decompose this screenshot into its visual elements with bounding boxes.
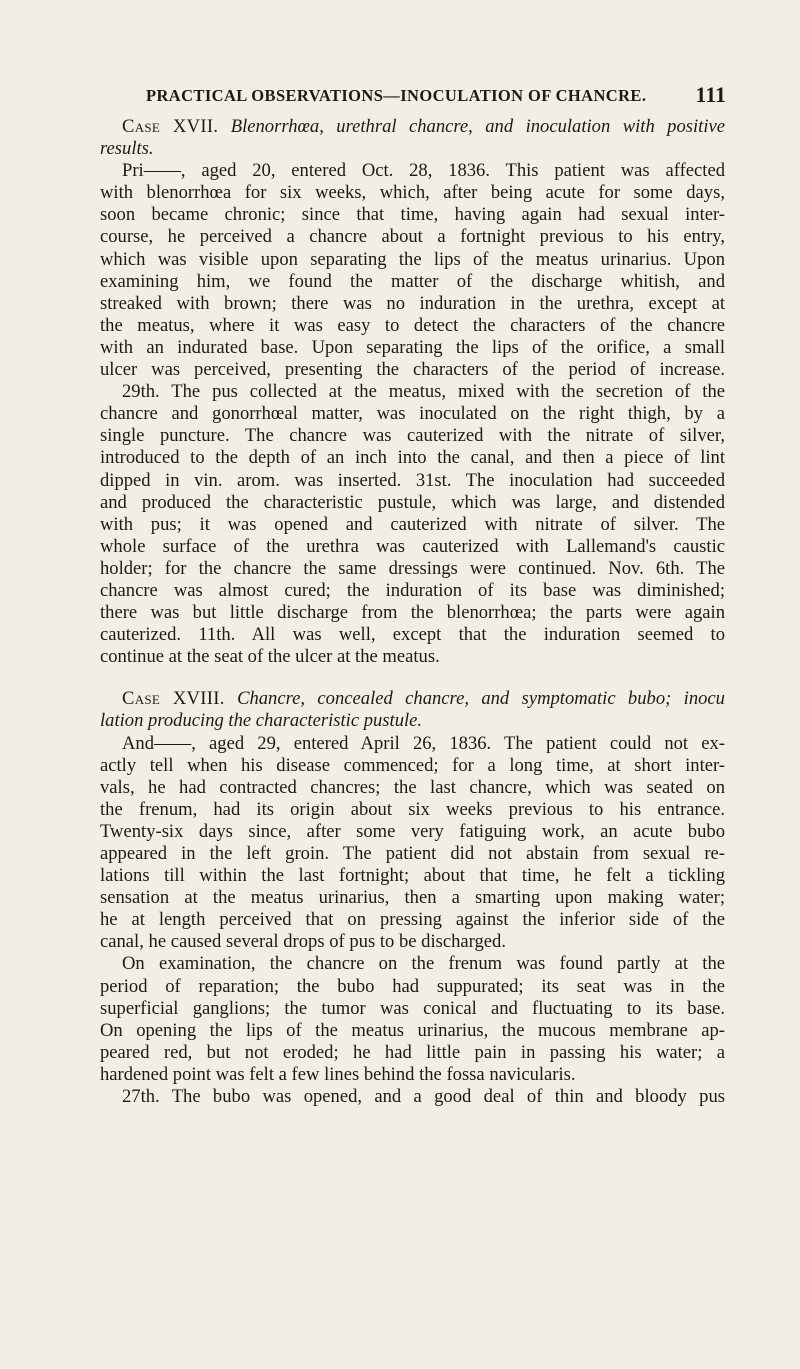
case-17-line: which was visible upon separating the lips of the meatus urinarius. Upon	[100, 248, 725, 270]
case-17-line: and produced the characteristic pustule, which was large, and distended	[100, 491, 725, 513]
running-header	[146, 82, 726, 107]
case-18-line: superficial ganglions; the tumor was conical and fluctuating to its base.	[100, 997, 725, 1019]
case-18-line: actly tell when his disease commenced; for a long time, at short inter-	[100, 754, 725, 776]
case-18-line: peared red, but not eroded; he had little pain in passing his water; a	[100, 1041, 725, 1063]
case-18-label: Case XVIII.	[122, 688, 225, 710]
case-18-line: the frenum, had its origin about six weeks previous to his entrance.	[100, 798, 725, 820]
case-17-line: there was but little discharge from the blenorrhœa; the parts were again	[100, 602, 725, 624]
case-17-line: the meatus, where it was easy to detect the characters of the chancre	[100, 314, 725, 336]
case-17-line: dipped in vin. arom. was inserted. 31st. The inoculation had succeeded	[100, 469, 725, 491]
case-18-line: hardened point was felt a few lines behind the fossa navicularis.	[100, 1063, 576, 1085]
case-18-line: period of reparation; the bubo had suppurated; its seat was in the	[100, 975, 725, 997]
page-number: 111	[695, 82, 726, 107]
case-18-heading	[100, 688, 725, 710]
case-17-line: chancre was almost cured; the induration of its base was diminished;	[100, 579, 725, 601]
case-17-line: 29th. The pus collected at the meatus, mixed with the secretion of the	[122, 381, 725, 403]
case-18-line: lations till within the last fortnight; about that time, he felt a tickling	[100, 865, 725, 887]
case-17-line: with an indurated base. Upon separating the lips of the orifice, a small	[100, 336, 725, 358]
case-17-line: Pri——, aged 20, entered Oct. 28, 1836. This patient was affected	[122, 160, 725, 182]
case-18-line: canal, he caused several drops of pus to be discharged.	[100, 931, 506, 953]
case-18-line: he at length perceived that on pressing against the inferior side of the	[100, 909, 725, 931]
case-18-line: And——, aged 29, entered April 26, 1836. The patient could not ex-	[122, 732, 725, 754]
case-18-line: sensation at the meatus urinarius, then a smarting upon making water;	[100, 887, 725, 909]
case-17-line: soon became chronic; since that time, having again had sexual inter-	[100, 204, 725, 226]
case-17-line: with pus; it was opened and cauterized with nitrate of silver. The	[100, 513, 725, 535]
running-title: PRACTICAL OBSERVATIONS—INOCULATION OF CHANCRE.	[146, 86, 647, 105]
page-body	[100, 116, 725, 1108]
case-17-line: single puncture. The chancre was cauterized with the nitrate of silver,	[100, 425, 725, 447]
case-17-heading	[100, 116, 725, 138]
case-17-line: chancre and gonorrhœal matter, was inoculated on the right thigh, by a	[100, 403, 725, 425]
case-17-line: whole surface of the urethra was cauterized with Lallemand's caustic	[100, 535, 725, 557]
case-18-title: Chancre, concealed chancre, and symptomatic bubo; inocu	[237, 688, 725, 710]
case-17-title: Blenorrhœa, urethral chancre, and inoculation with positive	[230, 116, 725, 137]
case-17-line: ulcer was perceived, presenting the characters of the period of increase.	[100, 359, 725, 381]
case-17-line: cauterized. 11th. All was well, except that the induration seemed to	[100, 624, 725, 646]
case-17-line: with blenorrhœa for six weeks, which, after being acute for some days,	[100, 182, 725, 204]
case-18-line: appeared in the left groin. The patient did not abstain from sexual re-	[100, 843, 725, 864]
case-17-line: course, he perceived a chancre about a fortnight previous to his entry,	[100, 226, 725, 248]
case-17-label: Case XVII.	[122, 116, 219, 137]
case-18-line: On opening the lips of the meatus urinarius, the mucous membrane ap-	[100, 1019, 725, 1041]
case-18-title-cont: lation producing the characteristic pustule.	[100, 710, 423, 732]
case-17-line: introduced to the depth of an inch into the canal, and then a piece of lint	[100, 447, 725, 469]
case-17-title-cont: results.	[100, 138, 154, 160]
case-18-line: On examination, the chancre on the frenum was found partly at the	[122, 953, 725, 975]
case-18-line: 27th. The bubo was opened, and a good deal of thin and bloody pus	[122, 1086, 725, 1108]
case-18-line: vals, he had contracted chancres; the last chancre, which was seated on	[100, 776, 725, 798]
case-17-line: continue at the seat of the ulcer at the meatus.	[100, 646, 440, 668]
case-17-line: holder; for the chancre the same dressings were continued. Nov. 6th. The	[100, 557, 725, 579]
case-18-line: Twenty-six days since, after some very fatiguing work, an acute bubo	[100, 820, 725, 842]
case-17-line: streaked with brown; there was no induration in the urethra, except at	[100, 292, 725, 314]
case-17-line: examining him, we found the matter of the discharge whitish, and	[100, 270, 725, 292]
section-gap	[100, 668, 725, 688]
